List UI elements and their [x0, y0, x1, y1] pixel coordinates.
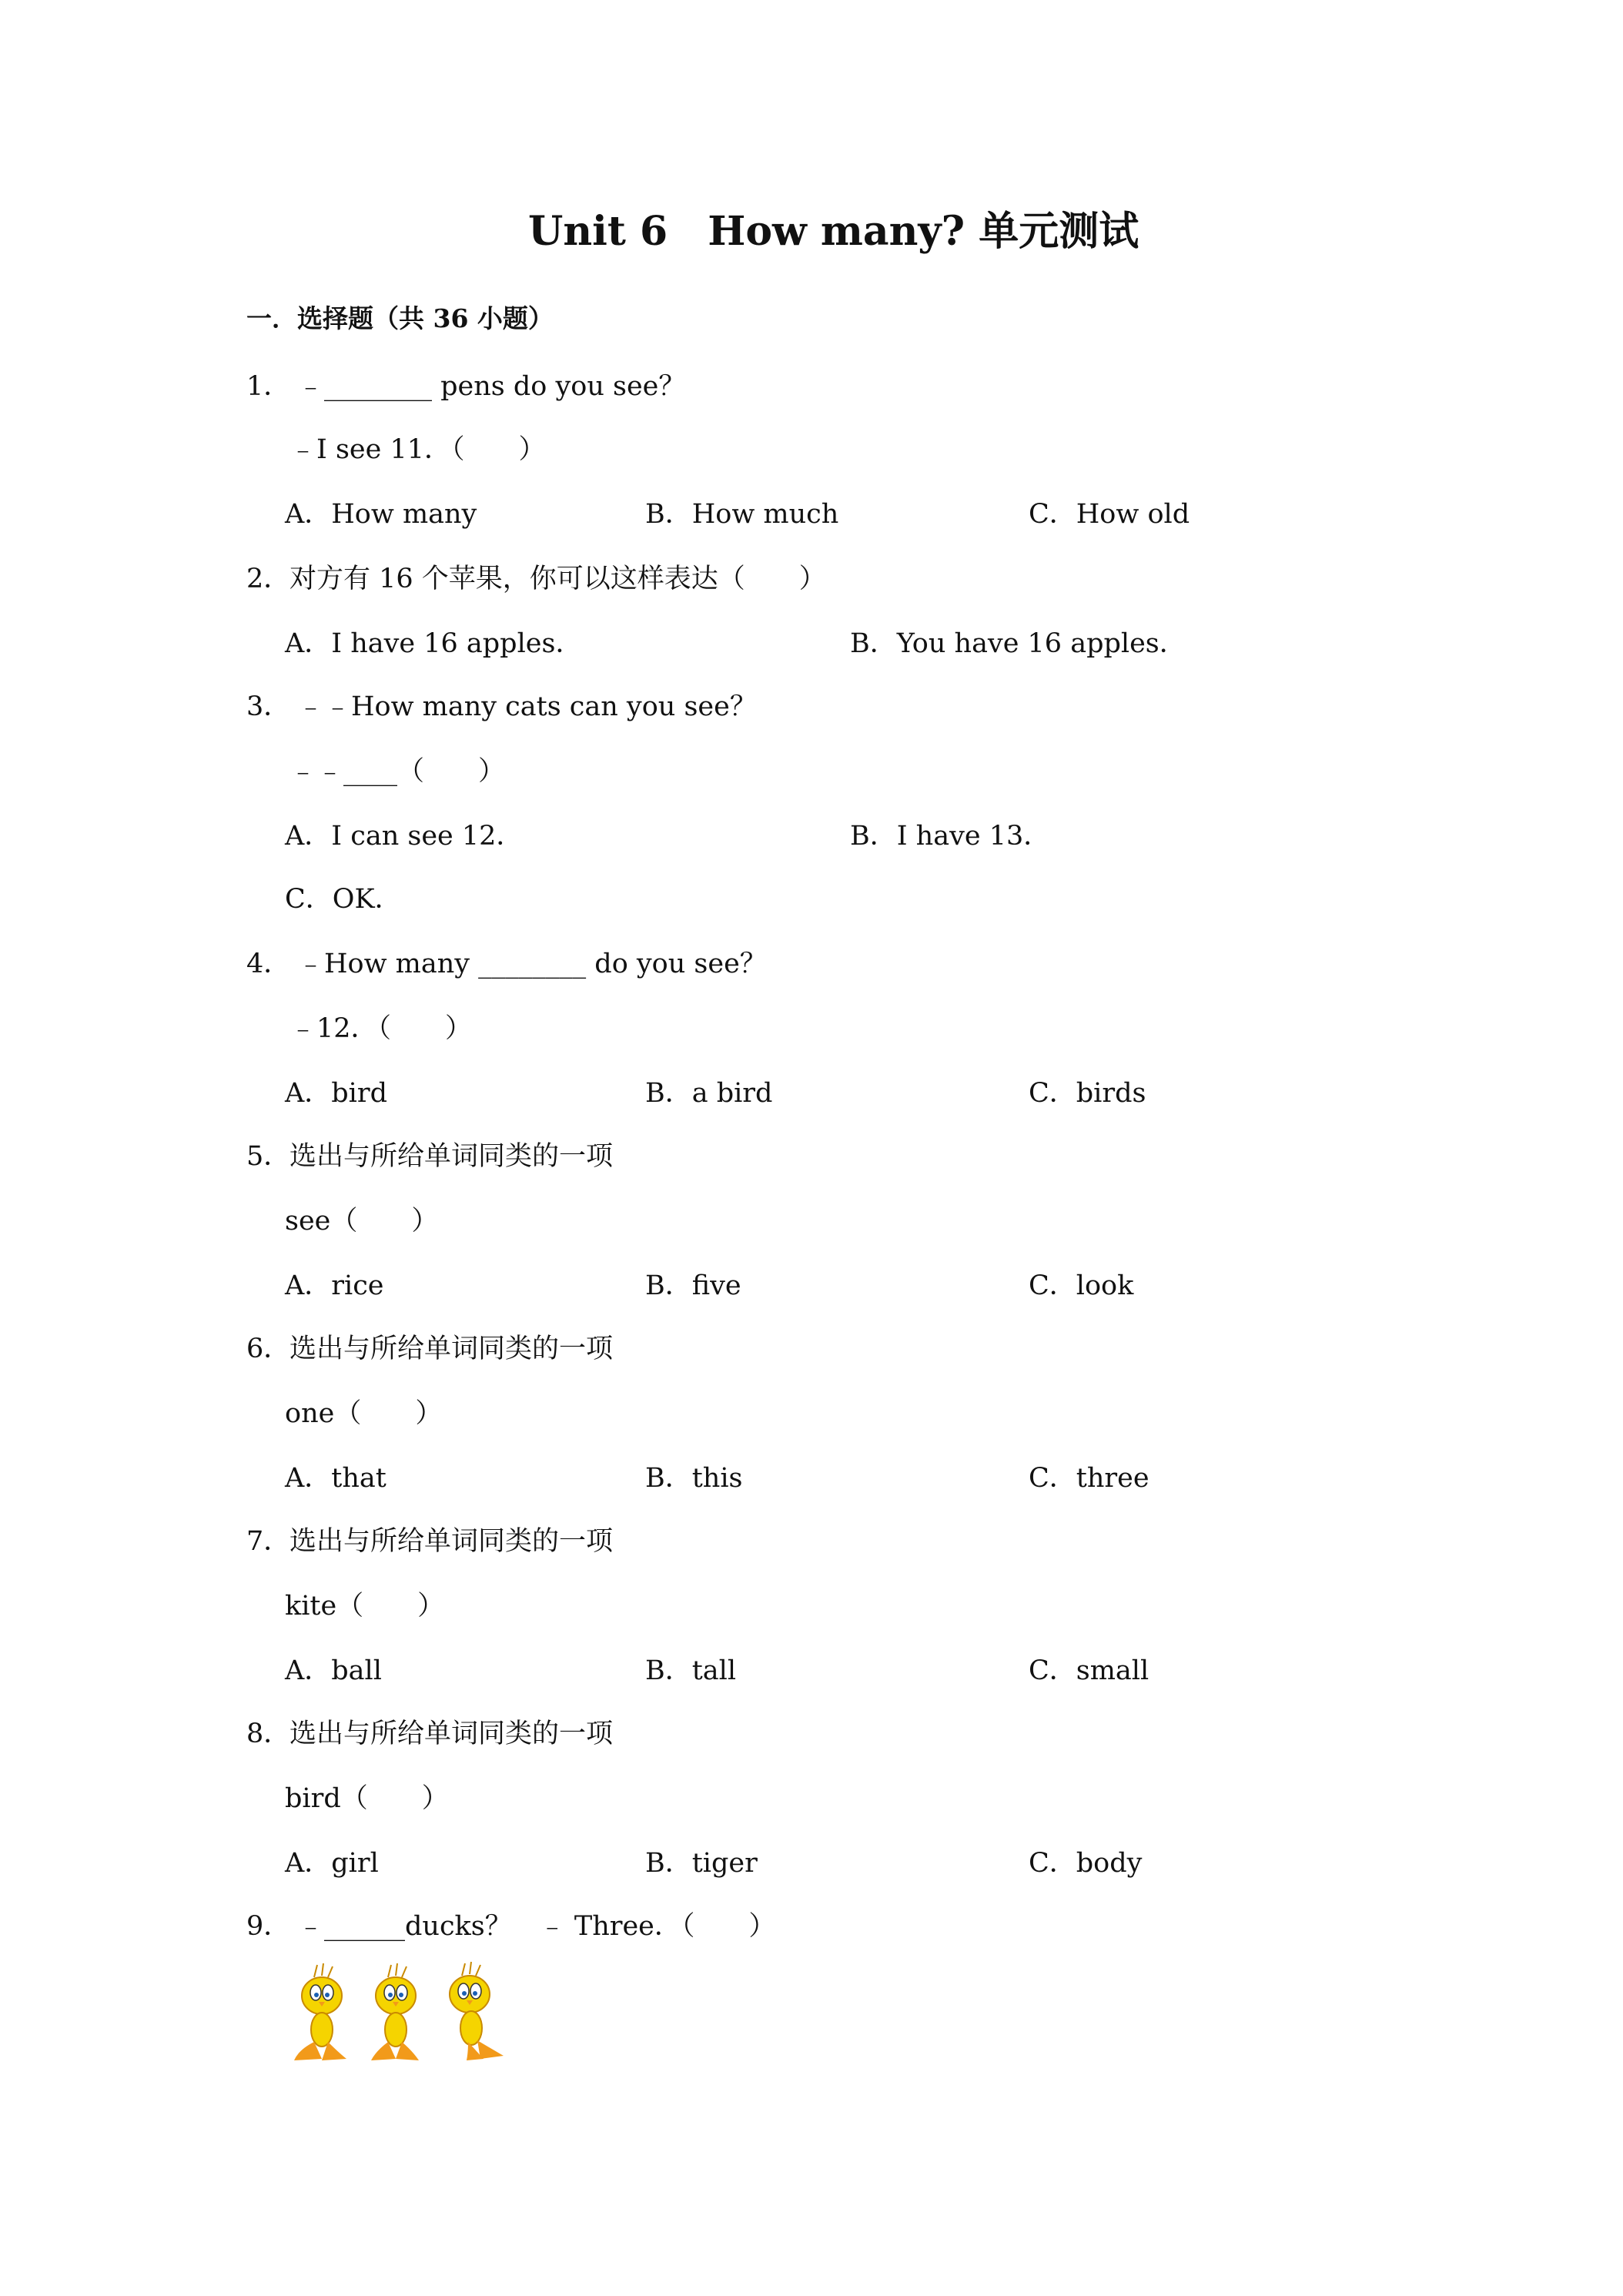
option-b[interactable]: B．a bird: [645, 1078, 773, 1109]
question-stem: 选出与所给单词同类的一项: [289, 1334, 614, 1364]
question-number: 4．: [246, 949, 291, 979]
option-c[interactable]: C．small: [1029, 1655, 1149, 1686]
option-b[interactable]: B．How much: [645, 499, 839, 530]
option-a[interactable]: A．rice: [285, 1270, 384, 1301]
question-stem-line2: ﹣I see 11．（ ）: [289, 434, 546, 465]
bird-icon: [294, 1963, 346, 2060]
option-c[interactable]: C．three: [1029, 1463, 1149, 1494]
question-number: 1．: [246, 371, 291, 402]
option-a[interactable]: A．that: [285, 1463, 387, 1494]
question-stem: ﹣______ducks？ ﹣ Three．（ ）: [297, 1911, 776, 1942]
question-number: 3．: [246, 691, 291, 722]
question-number: 9．: [246, 1911, 291, 1942]
question-stem: ﹣How many ________ do you see？: [297, 949, 767, 979]
option-c[interactable]: C．birds: [1029, 1078, 1146, 1109]
option-c[interactable]: C．look: [1029, 1270, 1134, 1301]
option-a[interactable]: A．I can see 12．: [285, 821, 524, 852]
option-a[interactable]: A．I have 16 apples．: [285, 628, 583, 659]
question-number: 6．: [246, 1334, 291, 1364]
question-stem-line2: see（ ）: [285, 1206, 439, 1237]
question-stem-line2: one（ ）: [285, 1398, 443, 1429]
three-birds-illustration: [283, 1956, 522, 2071]
option-a[interactable]: A．ball: [285, 1655, 382, 1686]
question-number: 8．: [246, 1719, 291, 1749]
question-stem: 选出与所给单词同类的一项: [289, 1526, 614, 1557]
section-header: 一．选择题（共 36 小题）: [246, 303, 554, 333]
bird-icon: [450, 1962, 504, 2060]
option-b[interactable]: B．tall: [645, 1655, 737, 1686]
question-number: 2．: [246, 564, 291, 594]
question-stem-line2: kite（ ）: [285, 1591, 445, 1622]
bird-icon: [371, 1963, 419, 2060]
option-a[interactable]: A．bird: [285, 1078, 388, 1109]
question-stem: 选出与所给单词同类的一项: [289, 1719, 614, 1749]
option-b[interactable]: B．five: [645, 1270, 741, 1301]
question-stem: ﹣﹣How many cats can you see？: [297, 691, 757, 722]
question-number: 5．: [246, 1141, 291, 1172]
question-stem-line2: bird（ ）: [285, 1783, 449, 1814]
page-title: Unit 6 How many? 单元测试: [528, 208, 1139, 255]
option-c[interactable]: C．OK．: [285, 884, 402, 915]
question-stem: 对方有 16 个苹果，你可以这样表达（ ）: [289, 564, 826, 594]
option-b[interactable]: B．I have 13．: [850, 821, 1051, 852]
question-stem-line2: ﹣﹣____（ ）: [289, 756, 506, 787]
option-b[interactable]: B．this: [645, 1463, 743, 1494]
question-stem: 选出与所给单词同类的一项: [289, 1141, 614, 1172]
option-b[interactable]: B．You have 16 apples．: [850, 628, 1186, 659]
question-number: 7．: [246, 1526, 291, 1557]
option-c[interactable]: C．body: [1029, 1848, 1143, 1879]
question-stem-line2: ﹣12．（ ）: [289, 1013, 473, 1044]
option-c[interactable]: C．How old: [1029, 499, 1190, 530]
option-b[interactable]: B．tiger: [645, 1848, 758, 1879]
option-a[interactable]: A．How many: [285, 499, 477, 530]
question-stem: ﹣________ pens do you see？: [297, 371, 686, 402]
option-a[interactable]: A．girl: [285, 1848, 379, 1879]
